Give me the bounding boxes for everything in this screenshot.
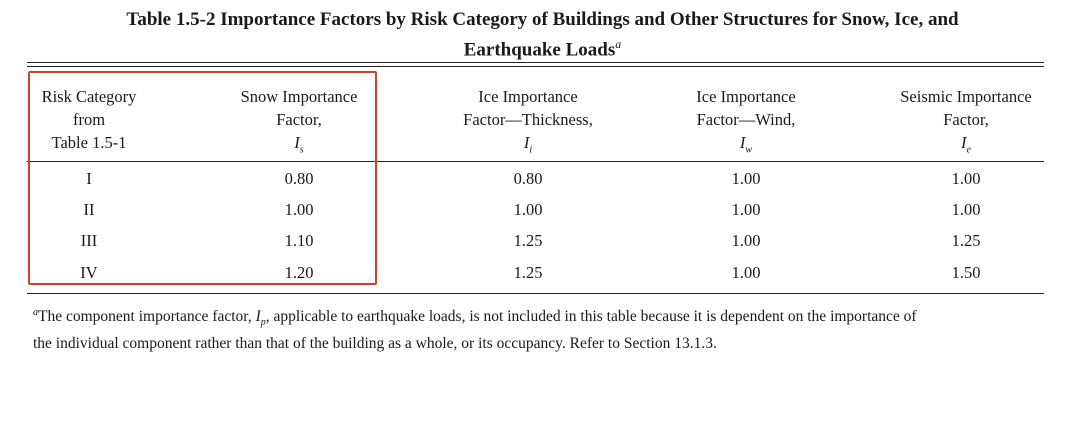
cell-snow: 1.00 (284, 200, 314, 219)
footnote-mark: a (615, 37, 622, 51)
cell-risk-category: II (83, 200, 95, 219)
header-seismic-importance: Seismic Importance Factor, $I_e$ (880, 85, 1052, 161)
header-risk-category: Risk Category from Table 1.5-1 (41, 87, 137, 152)
footnote-line1: $^a$The component importance factor, $I_p$, applicable to earthquake loads, is not included in this table because it is dependent on the importance of (33, 307, 917, 329)
cell-risk-category: I (86, 169, 92, 188)
symbol-ie: $I_e$ (961, 133, 971, 156)
top-rule-1 (27, 62, 1044, 63)
cell-ice-wind: 1.00 (731, 200, 761, 219)
bottom-rule (27, 293, 1044, 294)
cell-seismic: 1.00 (951, 169, 981, 188)
symbol-ip: $I_p$ (255, 308, 266, 329)
cell-ice-thickness: 1.25 (513, 263, 543, 282)
cell-snow: 1.10 (284, 231, 314, 250)
footnote-line2: the individual component rather than that of the building as a whole, or its occupancy. Refer to Section 13.1.3. (33, 335, 717, 353)
symbol-is: $I_s$ (294, 133, 304, 156)
symbol-iw: $I_w$ (739, 133, 753, 156)
top-rule-2 (27, 66, 1044, 67)
table-title-line2: Earthquake Loads$^a$ (463, 37, 622, 61)
cell-ice-wind: 1.00 (731, 169, 761, 188)
cell-seismic: 1.25 (951, 231, 981, 250)
header-ice-thickness: Ice Importance Factor—Thickness, $I_i$ (430, 85, 626, 161)
header-snow-importance: Snow Importance Factor, $I_s$ (219, 85, 379, 161)
cell-risk-category: III (80, 231, 98, 250)
cell-snow: 0.80 (284, 169, 314, 188)
cell-seismic: 1.50 (951, 263, 981, 282)
table-title (20, 8, 1065, 62)
cell-ice-thickness: 0.80 (513, 169, 543, 188)
cell-ice-wind: 1.00 (731, 231, 761, 250)
cell-ice-wind: 1.00 (731, 263, 761, 282)
cell-ice-thickness: 1.25 (513, 231, 543, 250)
cell-risk-category: IV (80, 263, 98, 282)
cell-snow: 1.20 (284, 263, 314, 282)
cell-ice-thickness: 1.00 (513, 200, 543, 219)
table-footnote (33, 302, 1043, 354)
table-title-line1: Table 1.5-2 Importance Factors by Risk Category of Buildings and Other Structures for Snow, Ice, and (126, 9, 959, 30)
symbol-ii: $I_i$ (523, 133, 533, 156)
header-ice-wind: Ice Importance Factor—Wind, $I_w$ (666, 85, 826, 161)
highlight-box (28, 71, 377, 285)
cell-seismic: 1.00 (951, 200, 981, 219)
